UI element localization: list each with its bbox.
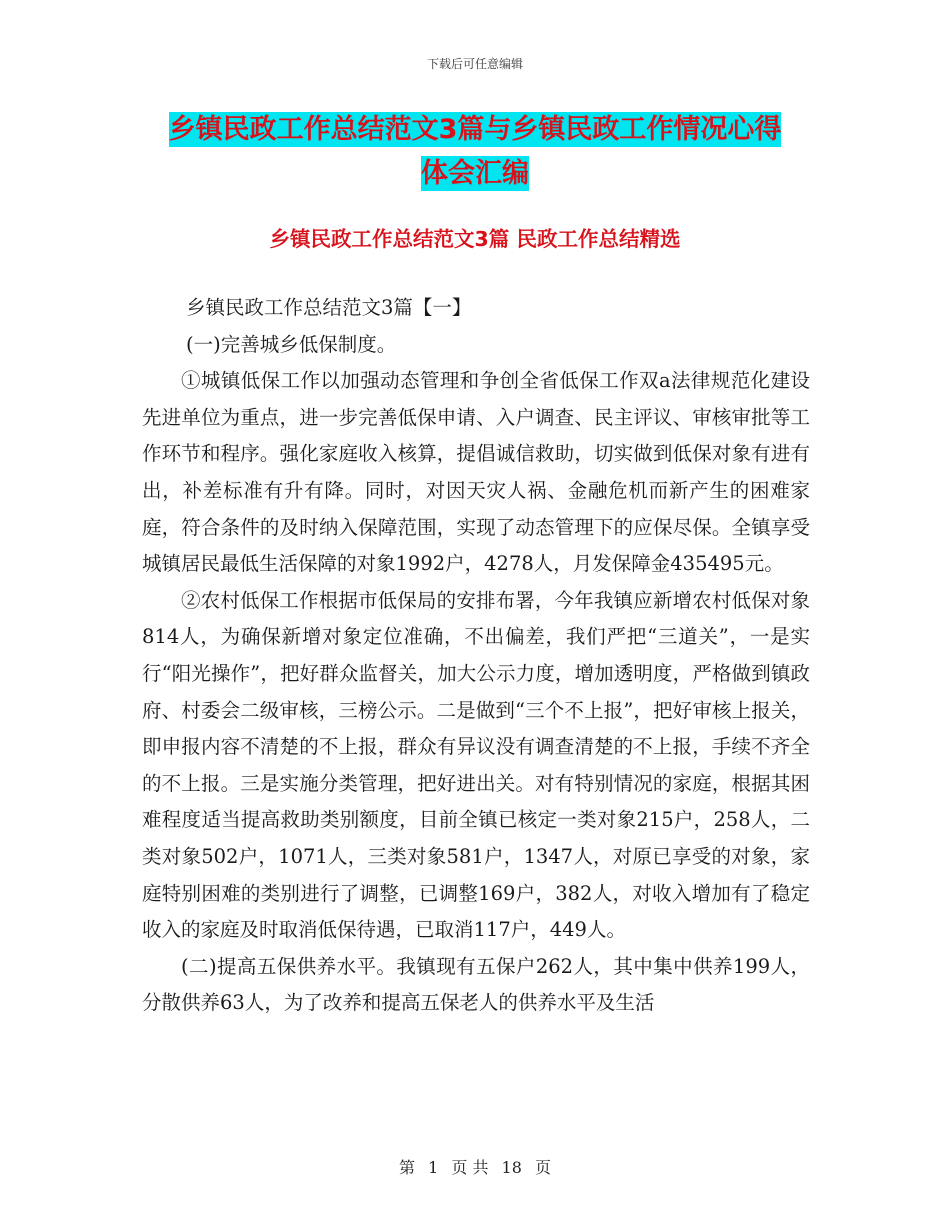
footer-middle: 页 共	[451, 1158, 489, 1177]
title-line-2: 体会汇编	[421, 158, 529, 189]
footer-prefix: 第	[398, 1158, 415, 1177]
footer-page-number: 1	[428, 1158, 439, 1177]
title-line-1: 乡镇民政工作总结范文3篇与乡镇民政工作情况心得	[168, 114, 782, 145]
footer-suffix: 页	[535, 1158, 552, 1177]
body-heading-1: 乡镇民政工作总结范文3篇【一】	[186, 296, 472, 319]
header-note: 下载后可任意编辑	[426, 57, 523, 71]
document-title	[150, 108, 800, 196]
page-footer	[0, 1155, 950, 1178]
section-title: 乡镇民政工作总结范文3篇 民政工作总结精选	[269, 227, 681, 251]
paragraph-1: ①城镇低保工作以加强动态管理和争创全省低保工作双a法律规范化建设先进单位为重点，进一步完善低保申请、入户调查、民主评议、审核审批等工作环节和程序。强化家庭收入核算，提倡诚信救助，切实做到低保对象有进有出，补差标准有升有降。同时，对因天灾人祸、金融危机而新产生的困难家庭，符合条件的及时纳入保障范围，实现了动态管理下的应保尽保。全镇享受城镇居民最低生活保障的对象1992户，4278人，月发保障金435495元。	[142, 369, 810, 576]
paragraph-3: (二)提高五保供养水平。我镇现有五保户262人，其中集中供养199人，分散供养63人，为了改养和提高五保老人的供养水平及生活	[142, 954, 810, 1015]
footer-total-pages: 18	[501, 1158, 522, 1177]
body-heading-2: (一)完善城乡低保制度。	[186, 332, 397, 356]
paragraph-2: ②农村低保工作根据市低保局的安排布署，今年我镇应新增农村低保对象814人，为确保新增对象定位准确，不出偏差，我们严把“三道关”，一是实行“阳光操作”，把好群众监督关，加大公示力度，增加透明度，严格做到镇政府、村委会二级审核，三榜公示。二是做到“三个不上报”，把好审核上报关，即申报内容不清楚的不上报，群众有异议没有调查清楚的不上报，手续不齐全的不上报。三是实施分类管理，把好进出关。对有特别情况的家庭，根据其困难程度适当提高救助类别额度，目前全镇已核定一类对象215户，258人，二类对象502户，1071人，三类对象581户，1347人，对原已享受的对象，家庭特别困难的类别进行了调整，已调整169户，382人，对收入增加有了稳定收入的家庭及时取消低保待遇，已取消117户，449人。	[142, 588, 810, 942]
body-text	[142, 290, 810, 1022]
